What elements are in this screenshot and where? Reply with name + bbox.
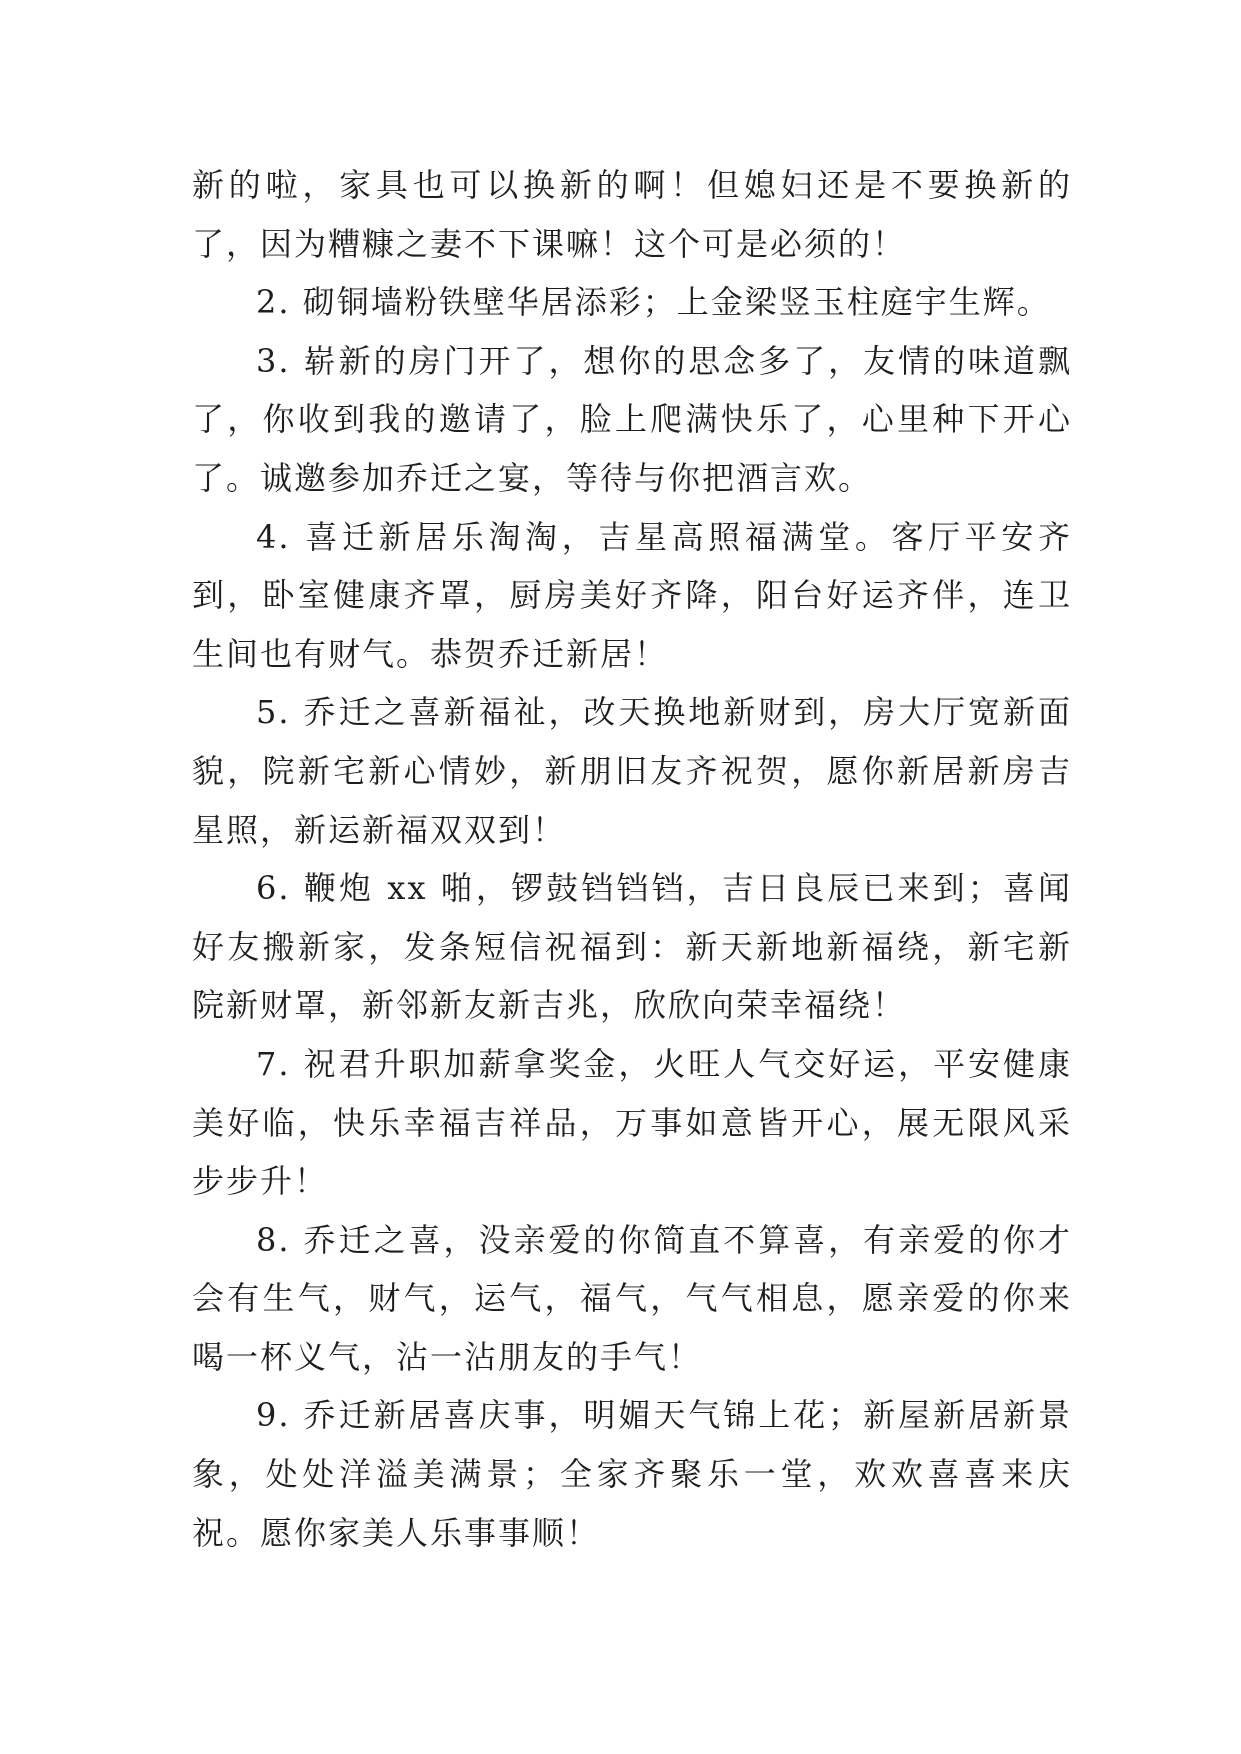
paragraph-item-4: 4. 喜迁新居乐淘淘，吉星高照福满堂。客厅平安齐到，卧室健康齐罩，厨房美好齐降，阳台好运齐伴，连卫生间也有财气。恭贺乔迁新居！ xyxy=(192,517,1072,673)
paragraph-item-2: 2. 砌铜墙粉铁壁华居添彩；上金梁竖玉柱庭宇生辉。 xyxy=(256,283,1051,322)
paragraph-item-5: 5. 乔迁之喜新福祉，改天换地新财到，房大厅宽新面貌，院新宅新心情妙，新朋旧友齐祝贺，愿你新居新房吉星照，新运新福双双到！ xyxy=(192,693,1072,849)
paragraph-item-6: 6. 鞭炮 xx 啪，锣鼓铛铛铛，吉日良辰已来到；喜闻好友搬新家，发条短信祝福到：新天新地新福绕，新宅新院新财罩，新邻新友新吉兆，欣欣向荣幸福绕！ xyxy=(192,869,1072,1025)
paragraph-item-3: 3. 崭新的房门开了，想你的思念多了，友情的味道飘了，你收到我的邀请了，脸上爬满快乐了，心里种下开心了。诚邀参加乔迁之宴，等待与你把酒言欢。 xyxy=(192,341,1072,497)
paragraph-item-7: 7. 祝君升职加薪拿奖金，火旺人气交好运，平安健康美好临，快乐幸福吉祥品，万事如意皆开心，展无限风采步步升！ xyxy=(192,1044,1072,1201)
paragraph-item-8: 8. 乔迁之喜，没亲爱的你简直不算喜，有亲爱的你才会有生气，财气，运气，福气，气气相息，愿亲爱的你来喝一杯义气，沾一沾朋友的手气！ xyxy=(192,1220,1072,1376)
paragraph-item-9: 9. 乔迁新居喜庆事，明媚天气锦上花；新屋新居新景象，处处洋溢美满景；全家齐聚乐一堂，欢欢喜喜来庆祝。愿你家美人乐事事顺！ xyxy=(192,1396,1072,1552)
paragraph-continuation: 新的啦，家具也可以换新的啊！但媳妇还是不要换新的了，因为糟糠之妻不下课嘛！这个可是必须的！ xyxy=(192,166,1072,263)
document-body xyxy=(192,156,1072,1562)
